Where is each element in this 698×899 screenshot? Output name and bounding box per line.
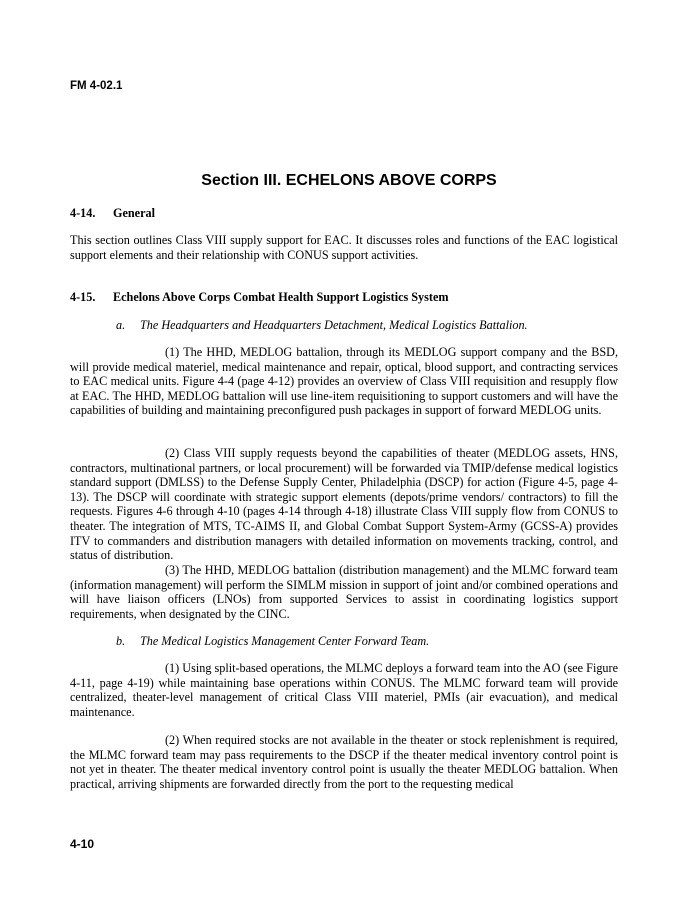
- subparagraph-title: The Headquarters and Headquarters Detachment, Medical Logistics Battalion.: [140, 318, 528, 332]
- paragraph-4-14-text: This section outlines Class VIII supply support for EAC. It discusses roles and functions of the EAC logistical support elements and their relationship with CONUS support activities.: [70, 233, 618, 262]
- subparagraph-a-3: (3) The HHD, MEDLOG battalion (distribution management) and the MLMC forward team (information management) will perform the SIMLM mission in support of joint and/or combined operations and will have liaison officers (LNOs) from supported Services to assist in coordinating logistics support requirements, when designated by the CINC.: [70, 563, 618, 621]
- paragraph-heading-4-14: [70, 206, 155, 221]
- subparagraph-heading-a: [116, 318, 528, 333]
- paragraph-number: 4-15.: [70, 290, 96, 304]
- subparagraph-title: The Medical Logistics Management Center Forward Team.: [140, 634, 430, 648]
- subparagraph-a-1: (1) The HHD, MEDLOG battalion, through its MEDLOG support company and the BSD, will provide medical materiel, medical maintenance and repair, optical, blood support, and contracting services to EAC medical units. Figure 4-4 (page 4-12) provides an overview of Class VIII requisition and resupply flow at EAC. The HHD, MEDLOG battalion will use line-item requisitioning to support customers and will have the capabilities of building and maintaining preconfigured push packages in support of forward MEDLOG units.: [70, 345, 618, 418]
- subparagraph-b-2: (2) When required stocks are not available in the theater or stock replenishment is required, the MLMC forward team may pass requirements to the DSCP if the theater medical inventory control point is not yet in theater. The theater medical inventory control point is usually the theater MEDLOG battalion. When practical, arriving shipments are forwarded directly from the port to the requesting medical: [70, 733, 618, 791]
- page-number: 4-10: [70, 837, 95, 851]
- subparagraph-letter: a.: [116, 318, 126, 332]
- section-title: Section III. ECHELONS ABOVE CORPS: [201, 172, 497, 189]
- subparagraph-letter: b.: [116, 634, 126, 648]
- subparagraph-b-1: (1) Using split-based operations, the MLMC deploys a forward team into the AO (see Figure 4-11, page 4-19) while maintaining base operations within CONUS. The MLMC forward team will provide centralized, theater-level management of critical Class VIII materiel, PMIs (air evacuation), and medical maintenance.: [70, 661, 618, 719]
- document-id: FM 4-02.1: [70, 80, 123, 92]
- paragraph-number: 4-14.: [70, 206, 96, 220]
- subparagraph-heading-b: [116, 634, 429, 649]
- subparagraph-a-2: (2) Class VIII supply requests beyond the capabilities of theater (MEDLOG assets, HNS, contractors, multinational partners, or local procurement) will be forwarded via TMIP/defense medical logistics standard support (DMLSS) to the Defense Supply Center, Philadelphia (DSCP) for action (Figure 4-5, page 4-13). The DSCP will coordinate with strategic support elements (depots/prime vendors/ contractors) to fill the requests. Figures 4-6 through 4-10 (pages 4-14 through 4-18) illustrate Class VIII supply flow from CONUS to theater. The integration of MTS, TC-AIMS II, and Global Combat Support System-Army (GCSS-A) provides ITV to commanders and distribution managers with detailed information on movements tracking, control, and status of distribution.: [70, 446, 618, 563]
- paragraph-heading-text: General: [113, 206, 155, 220]
- paragraph-heading-text: Echelons Above Corps Combat Health Support Logistics System: [113, 290, 449, 304]
- paragraph-heading-4-15: [70, 290, 449, 305]
